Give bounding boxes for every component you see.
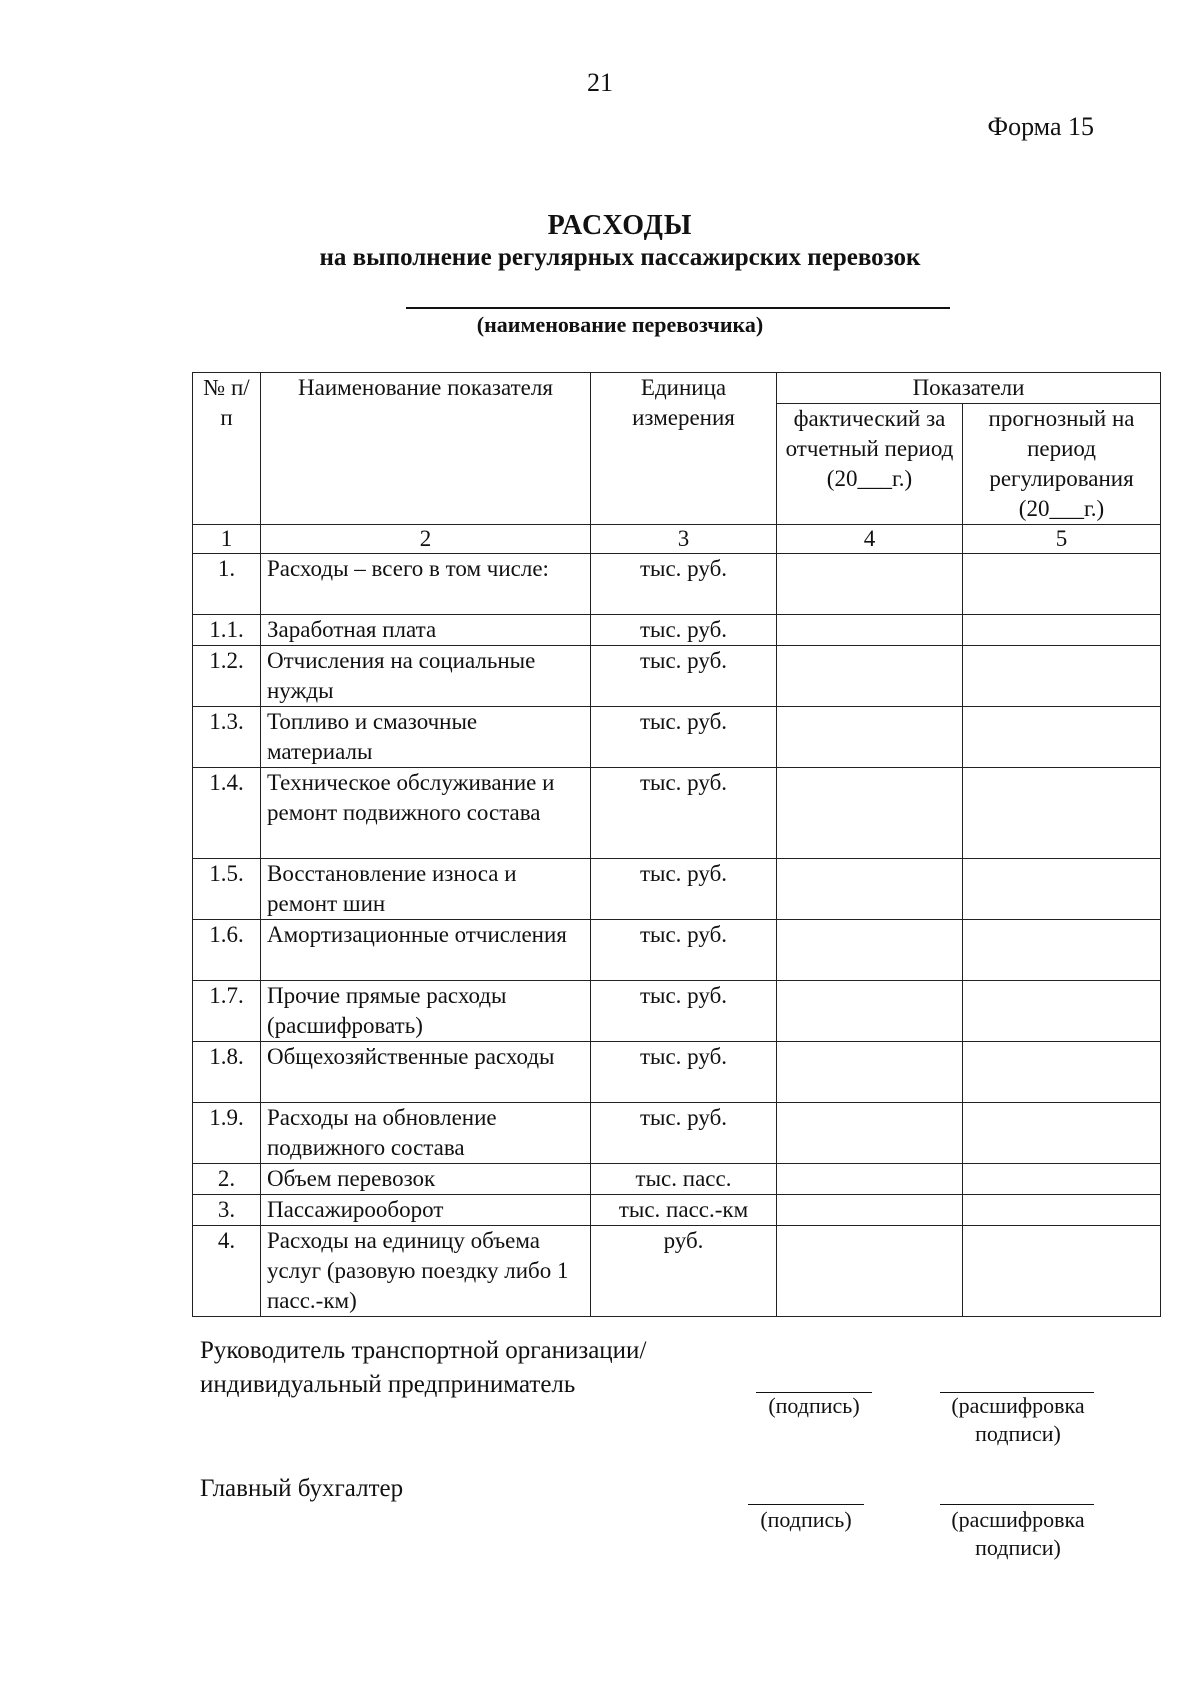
header-number: № п/п <box>193 373 261 525</box>
signatory-head-title: Руководитель транспортной организации/ индивидуальный предприниматель <box>200 1337 647 1398</box>
table-row <box>193 920 1161 981</box>
row-forecast-value[interactable] <box>963 615 1161 646</box>
row-indicator-name: Заработная плата <box>261 615 591 646</box>
table-row <box>193 1164 1161 1195</box>
row-indicator-name: Топливо и смазочные материалы <box>261 707 591 768</box>
table-row <box>193 615 1161 646</box>
accountant-signature-field[interactable] <box>748 1504 864 1505</box>
row-forecast-value[interactable] <box>963 981 1161 1042</box>
row-indicator-name: Пассажирооборот <box>261 1195 591 1226</box>
row-number: 1. <box>193 554 261 615</box>
page-number: 21 <box>587 68 613 97</box>
table-row <box>193 1195 1161 1226</box>
document-subtitle: на выполнение регулярных пассажирских перевозок <box>319 244 921 271</box>
carrier-name-field[interactable] <box>406 307 950 309</box>
row-unit: тыс. руб. <box>591 554 777 615</box>
row-number: 3. <box>193 1195 261 1226</box>
table-row <box>193 707 1161 768</box>
row-unit: тыс. руб. <box>591 707 777 768</box>
row-unit: руб. <box>591 1226 777 1317</box>
accountant-decoding-caption: (расшифровка подписи) <box>951 1507 1085 1560</box>
row-forecast-value[interactable] <box>963 859 1161 920</box>
row-indicator-name: Прочие прямые расходы (расшифровать) <box>261 981 591 1042</box>
table-row <box>193 768 1161 859</box>
row-number: 1.2. <box>193 646 261 707</box>
row-unit: тыс. руб. <box>591 1103 777 1164</box>
row-indicator-name: Общехозяйственные расходы <box>261 1042 591 1103</box>
row-actual-value[interactable] <box>777 1195 963 1226</box>
row-unit: тыс. руб. <box>591 615 777 646</box>
row-actual-value[interactable] <box>777 1226 963 1317</box>
row-forecast-value[interactable] <box>963 920 1161 981</box>
row-unit: тыс. пасс.-км <box>591 1195 777 1226</box>
row-indicator-name: Расходы на обновление подвижного состава <box>261 1103 591 1164</box>
row-forecast-value[interactable] <box>963 554 1161 615</box>
row-forecast-value[interactable] <box>963 1164 1161 1195</box>
row-unit: тыс. руб. <box>591 859 777 920</box>
row-number: 1.5. <box>193 859 261 920</box>
table-row <box>193 1103 1161 1164</box>
row-number: 2. <box>193 1164 261 1195</box>
row-indicator-name: Отчисления на социальные нужды <box>261 646 591 707</box>
row-number: 1.8. <box>193 1042 261 1103</box>
header-indicator-name: Наименование показателя <box>261 373 591 525</box>
row-actual-value[interactable] <box>777 615 963 646</box>
column-index: 3 <box>591 525 777 554</box>
carrier-name-caption: (наименование перевозчика) <box>476 312 764 337</box>
row-forecast-value[interactable] <box>963 768 1161 859</box>
row-number: 1.4. <box>193 768 261 859</box>
column-index: 2 <box>261 525 591 554</box>
row-number: 4. <box>193 1226 261 1317</box>
row-indicator-name: Амортизационные отчисления <box>261 920 591 981</box>
row-indicator-name: Расходы на единицу объема услуг (разовую поездку либо 1 пасс.-км) <box>261 1226 591 1317</box>
row-forecast-value[interactable] <box>963 646 1161 707</box>
row-number: 1.1. <box>193 615 261 646</box>
row-forecast-value[interactable] <box>963 1103 1161 1164</box>
row-number: 1.9. <box>193 1103 261 1164</box>
row-actual-value[interactable] <box>777 1042 963 1103</box>
row-number: 1.3. <box>193 707 261 768</box>
accountant-signature-caption: (подпись) <box>760 1507 852 1532</box>
expense-table <box>192 372 1161 1317</box>
row-actual-value[interactable] <box>777 920 963 981</box>
head-signature-caption: (подпись) <box>768 1393 860 1418</box>
row-actual-value[interactable] <box>777 768 963 859</box>
row-forecast-value[interactable] <box>963 1042 1161 1103</box>
header-forecast: прогнозный на период регулирования (20___г.) <box>963 404 1161 525</box>
row-actual-value[interactable] <box>777 859 963 920</box>
table-row <box>193 554 1161 615</box>
table-row <box>193 981 1161 1042</box>
row-forecast-value[interactable] <box>963 707 1161 768</box>
row-indicator-name: Техническое обслуживание и ремонт подвижного состава <box>261 768 591 859</box>
table-row <box>193 1226 1161 1317</box>
row-forecast-value[interactable] <box>963 1195 1161 1226</box>
row-indicator-name: Объем перевозок <box>261 1164 591 1195</box>
row-number: 1.7. <box>193 981 261 1042</box>
row-unit: тыс. руб. <box>591 768 777 859</box>
row-actual-value[interactable] <box>777 1103 963 1164</box>
table-row <box>193 1042 1161 1103</box>
table-row <box>193 859 1161 920</box>
header-indicators: Показатели <box>777 373 1161 404</box>
row-unit: тыс. руб. <box>591 920 777 981</box>
row-actual-value[interactable] <box>777 707 963 768</box>
header-actual: фактический за отчетный период (20___г.) <box>777 404 963 525</box>
row-unit: тыс. руб. <box>591 646 777 707</box>
accountant-decoding-field[interactable] <box>940 1504 1094 1505</box>
column-index: 1 <box>193 525 261 554</box>
form-label: Форма 15 <box>987 112 1094 141</box>
header-unit: Единица измерения <box>591 373 777 525</box>
table-row <box>193 646 1161 707</box>
row-unit: тыс. руб. <box>591 1042 777 1103</box>
row-indicator-name: Расходы – всего в том числе: <box>261 554 591 615</box>
row-actual-value[interactable] <box>777 554 963 615</box>
row-number: 1.6. <box>193 920 261 981</box>
row-forecast-value[interactable] <box>963 1226 1161 1317</box>
document-title: РАСХОДЫ <box>547 210 693 241</box>
row-actual-value[interactable] <box>777 646 963 707</box>
row-unit: тыс. руб. <box>591 981 777 1042</box>
head-decoding-caption: (расшифровка подписи) <box>951 1393 1085 1446</box>
column-index: 5 <box>963 525 1161 554</box>
row-indicator-name: Восстановление износа и ремонт шин <box>261 859 591 920</box>
row-actual-value[interactable] <box>777 1164 963 1195</box>
column-index: 4 <box>777 525 963 554</box>
row-actual-value[interactable] <box>777 981 963 1042</box>
signatory-accountant-title: Главный бухгалтер <box>200 1475 404 1502</box>
row-unit: тыс. пасс. <box>591 1164 777 1195</box>
